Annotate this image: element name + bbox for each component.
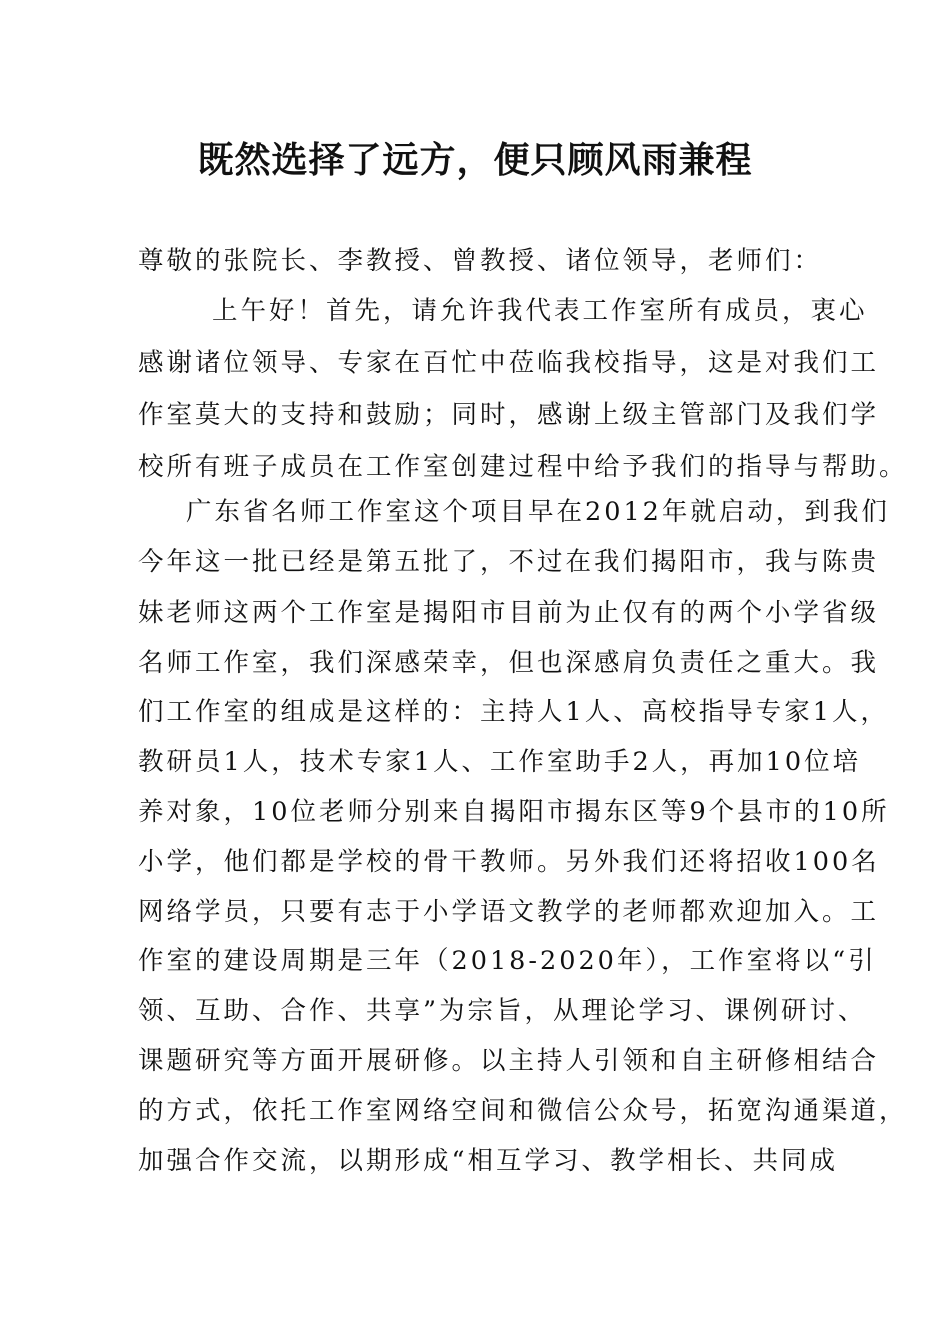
body-line-3: 作室莫大的支持和鼓励；同时，感谢上级主管部门及我们学 (138, 400, 880, 430)
body-line-14: 作室的建设周期是三年（2018-2020年），工作室将以“引 (138, 946, 877, 976)
body-line-11: 养对象，10位老师分别来自揭阳市揭东区等9个县市的10所 (138, 797, 890, 827)
document-title: 既然选择了远方，便只顾风雨兼程 (197, 139, 753, 181)
body-line-7: 妹老师这两个工作室是揭阳市目前为止仅有的两个小学省级 (138, 598, 880, 628)
body-line-2: 感谢诸位领导、专家在百忙中莅临我校指导，这是对我们工 (138, 348, 880, 378)
body-line-12: 小学，他们都是学校的骨干教师。另外我们还将招收100名 (138, 847, 880, 877)
body-line-9: 们工作室的组成是这样的：主持人1人、高校指导专家1人， (138, 697, 889, 727)
body-line-1: 上午好！首先，请允许我代表工作室所有成员，衷心 (212, 296, 868, 326)
body-line-8: 名师工作室，我们深感荣幸，但也深感肩负责任之重大。我 (138, 648, 880, 678)
body-line-18: 加强合作交流，以期形成“相互学习、教学相长、共同成 (138, 1146, 839, 1176)
body-line-4: 校所有班子成员在工作室创建过程中给予我们的指导与帮助。 (138, 452, 908, 482)
body-line-10: 教研员1人，技术专家1人、工作室助手2人，再加10位培 (138, 747, 862, 777)
salutation-line: 尊敬的张院长、李教授、曾教授、诸位领导，老师们： (138, 246, 823, 276)
body-line-15: 领、互助、合作、共享”为宗旨，从理论学习、课例研讨、 (138, 996, 867, 1026)
body-line-6: 今年这一批已经是第五批了，不过在我们揭阳市，我与陈贵 (138, 547, 880, 577)
body-line-13: 网络学员，只要有志于小学语文教学的老师都欢迎加入。工 (138, 897, 880, 927)
body-line-17: 的方式，依托工作室网络空间和微信公众号，拓宽沟通渠道， (138, 1096, 908, 1126)
body-line-5: 广东省名师工作室这个项目早在2012年就启动，到我们 (186, 497, 890, 527)
body-line-16: 课题研究等方面开展研修。以主持人引领和自主研修相结合 (138, 1046, 880, 1076)
